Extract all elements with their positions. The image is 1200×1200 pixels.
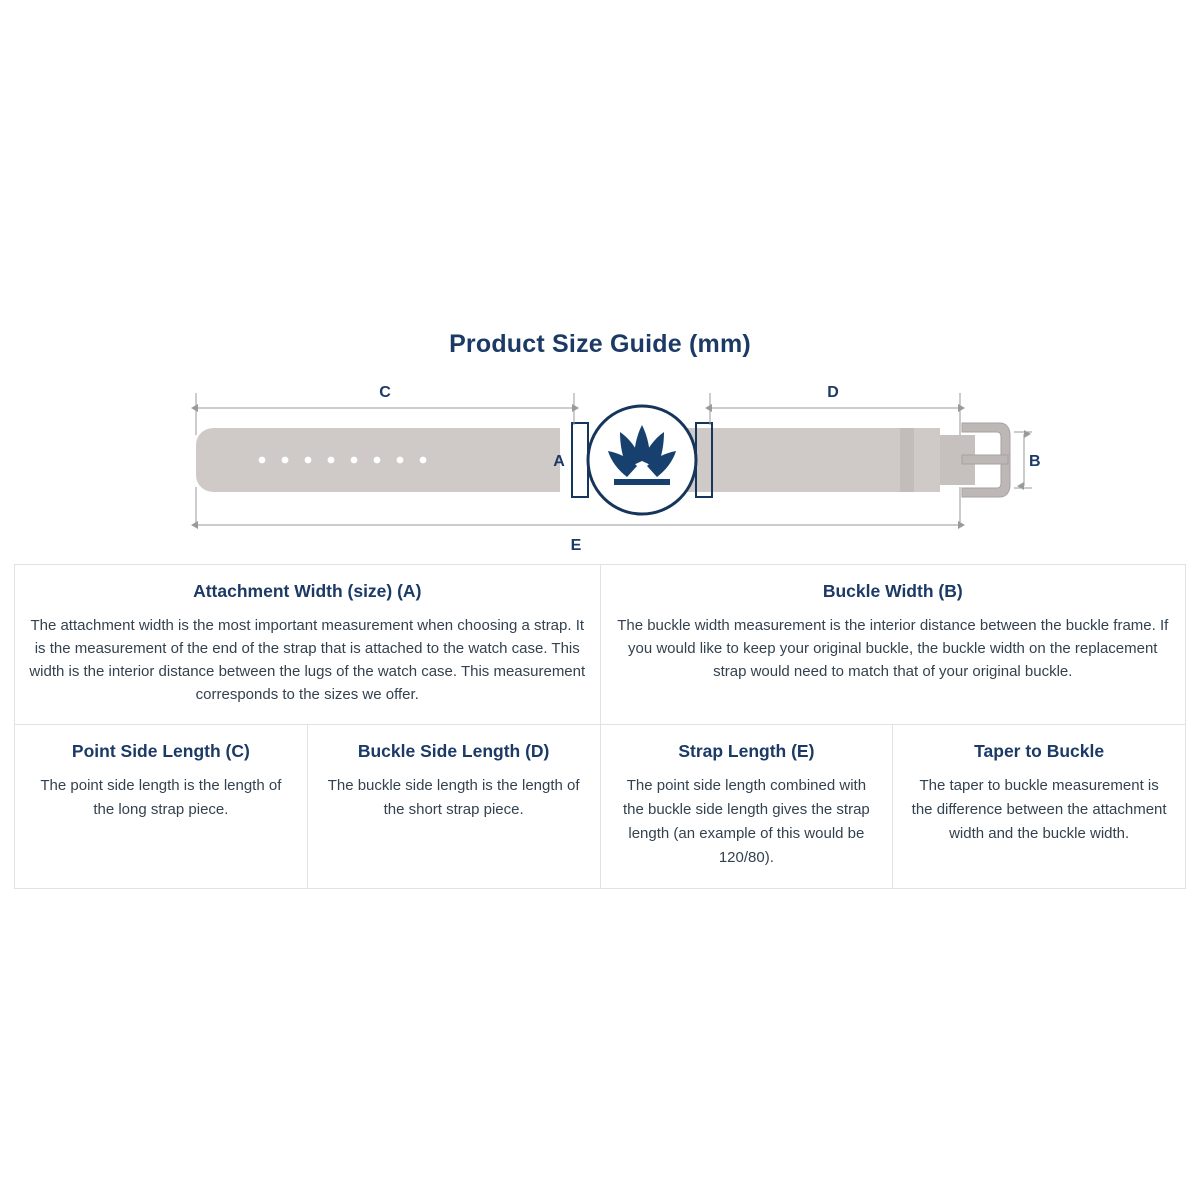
- table-row: [15, 565, 1186, 725]
- cell-body: The taper to buckle measurement is the difference between the attachment width and the buckle width.: [911, 777, 1167, 842]
- dimension-label-d: D: [827, 384, 839, 401]
- dimension-label-b: B: [1029, 453, 1041, 470]
- cell-body: The attachment width is the most important measurement when choosing a strap. It is the measurement of the end of the strap that is attached to the watch case. This width is the interior distance between the lugs of the watch case. This measurement corresponds to the sizes we offer.: [29, 617, 586, 703]
- dimension-label-a: A: [553, 453, 565, 470]
- cell-title: Taper to Buckle: [974, 741, 1105, 761]
- cell-title: Buckle Width (B): [822, 581, 963, 601]
- cell-body: The buckle side length is the length of the short strap piece.: [327, 777, 580, 818]
- cell-body: The point side length is the length of the long strap piece.: [40, 777, 282, 818]
- measurement-definitions-table: [14, 564, 1186, 889]
- cell-buckle-side-length: [307, 725, 600, 889]
- strap-point-side: [196, 428, 560, 492]
- buckle: [962, 423, 1010, 497]
- cell-buckle-width: [600, 565, 1186, 725]
- cell-title: Strap Length (E): [678, 741, 815, 761]
- cell-body: The buckle width measurement is the interior distance between the buckle frame. If you would like to keep your original buckle, the buckle width on the replacement strap would need to match that of your original buckle.: [617, 617, 1169, 680]
- cell-body: The point side length combined with the buckle side length gives the strap length (an example of this would be 120/80).: [622, 777, 870, 866]
- page-title: Product Size Guide (mm): [449, 330, 751, 358]
- dimension-d: [710, 384, 960, 435]
- table-row: [15, 725, 1186, 889]
- dimension-label-e: E: [570, 537, 582, 554]
- cell-attachment-width: [15, 565, 601, 725]
- dimension-label-c: C: [379, 384, 391, 401]
- dimension-b: [1014, 432, 1041, 488]
- cell-taper-to-buckle: [893, 725, 1186, 889]
- strap-measurement-diagram: [0, 375, 1200, 560]
- cell-title: Point Side Length (C): [71, 741, 250, 761]
- cell-strap-length: [600, 725, 893, 889]
- cell-point-side-length: [15, 725, 308, 889]
- cell-title: Buckle Side Length (D): [357, 741, 550, 761]
- dimension-a: [553, 453, 565, 470]
- cell-title: Attachment Width (size) (A): [193, 581, 422, 601]
- dimension-c: [196, 384, 574, 435]
